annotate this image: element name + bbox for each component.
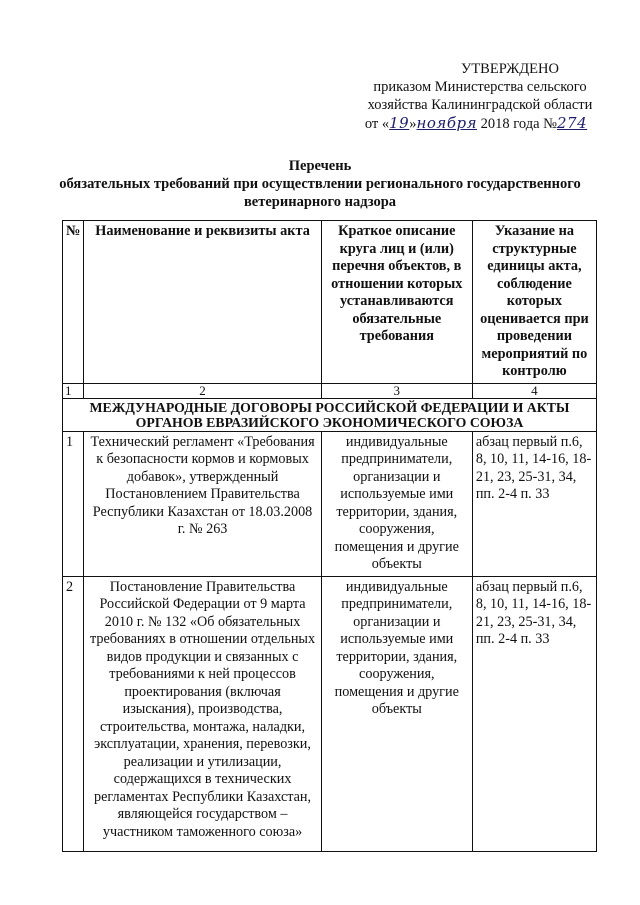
- scope-description: индивидуальные предприниматели, организации и используемые ими территории, здания, сооружения, помещения и другие объекты: [321, 576, 472, 851]
- column-index: 1: [63, 383, 84, 398]
- title-line-2: обязательных требований при осуществлении регионального государственного: [59, 176, 581, 192]
- title-line-1: Перечень: [288, 158, 352, 174]
- document-title: [0, 157, 640, 211]
- scope-description: индивидуальные предприниматели, организации и используемые ими территории, здания, сооружения, помещения и другие объекты: [321, 431, 472, 576]
- approval-date-line: [322, 114, 630, 133]
- approval-block: [330, 60, 630, 133]
- approval-order-line: приказом Министерства сельского: [373, 79, 587, 95]
- structural-units: абзац первый п.6, 8, 10, 11, 14-16, 18-21, 23, 25-31, 34, пп. 2-4 п. 33: [472, 576, 596, 851]
- table-header-row: [63, 221, 597, 384]
- column-index: 4: [472, 383, 596, 398]
- handwritten-month: ноября: [416, 114, 478, 132]
- act-name: Технический регламент «Требования к безопасности кормов и кормовых добавок», утвержденный Постановлением Правительства Республики Казахстан от 18.03.2008 г. № 263: [84, 431, 321, 576]
- column-index: 2: [84, 383, 321, 398]
- section-title: МЕЖДУНАРОДНЫЕ ДОГОВОРЫ РОССИЙСКОЙ ФЕДЕРАЦИИ И АКТЫ ОРГАНОВ ЕВРАЗИЙСКОГО ЭКОНОМИЧЕСКОГО СОЮЗА: [63, 398, 597, 431]
- approval-ministry-line: хозяйства Калининградской области: [367, 97, 593, 113]
- table-row: [63, 576, 597, 851]
- handwritten-day: 19: [389, 114, 410, 132]
- date-prefix: от «: [364, 116, 390, 132]
- approval-label: УТВЕРЖДЕНО: [461, 61, 559, 77]
- column-index-row: [63, 383, 597, 398]
- row-number: 2: [63, 576, 84, 851]
- date-suffix: 2018 года №: [477, 116, 557, 132]
- structural-units: абзац первый п.6, 8, 10, 11, 14-16, 18-21, 23, 25-31, 34, пп. 2-4 п. 33: [472, 431, 596, 576]
- section-header-row: [63, 398, 597, 431]
- header-number: №: [63, 221, 84, 384]
- header-act-name: Наименование и реквизиты акта: [84, 221, 321, 384]
- date-mid: »: [409, 116, 417, 132]
- header-description: Краткое описание круга лиц и (или) перечня объектов, в отношении которых устанавливаются обязательные требования: [321, 221, 472, 384]
- row-number: 1: [63, 431, 84, 576]
- act-name: Постановление Правительства Российской Федерации от 9 марта 2010 г. № 132 «Об обязательных требованиях в отношении отдельных видов продукции и связанных с требованиями к ней процессов проектирования (включая изыскания), производства, строительства, монтажа, наладки, эксплуатации, хранения, перевозки, реализации и утилизации, содержащихся в технических регламентах Республики Казахстан, являющейся государством – участником таможенного союза»: [84, 576, 321, 851]
- table-row: [63, 431, 597, 576]
- header-structural-units: Указание на структурные единицы акта, соблюдение которых оценивается при проведении мероприятий по контролю: [472, 221, 596, 384]
- title-line-3: ветеринарного надзора: [243, 194, 397, 210]
- handwritten-number: 274: [556, 114, 588, 132]
- column-index: 3: [321, 383, 472, 398]
- requirements-table: [62, 220, 597, 852]
